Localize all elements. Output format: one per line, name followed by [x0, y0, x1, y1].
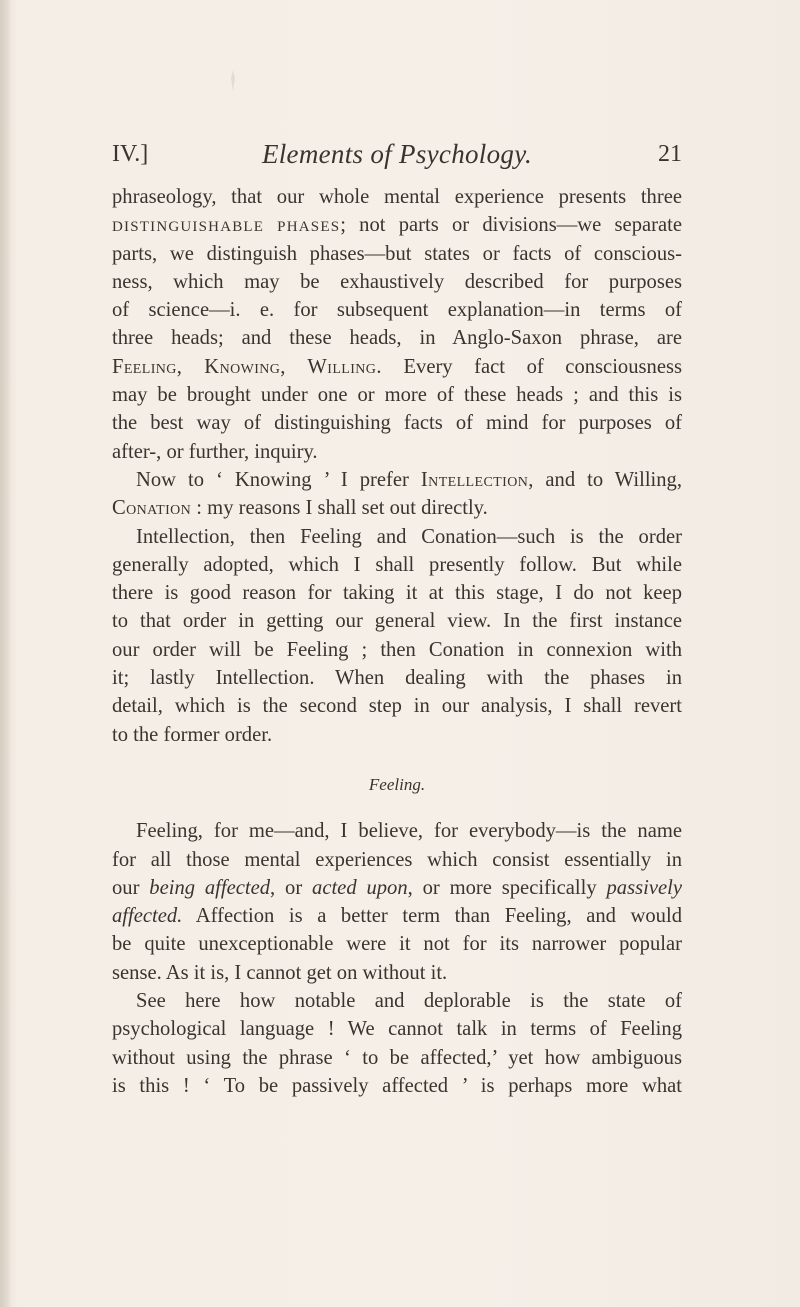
running-title: Elements of Psychology.	[261, 139, 533, 169]
text-line: parts, we distinguish phases—but states or facts of conscious-	[112, 242, 682, 265]
text-line: See here how notable and deplorable is the state of	[136, 990, 682, 1013]
section-gap	[112, 749, 682, 771]
section-heading: Feeling.	[368, 774, 426, 794]
text-line: is this ! ‘ To be passively affected ’ is perhaps more what	[112, 1074, 682, 1097]
text-line: Now to ‘ Knowing ’ I prefer Intellection, and to Willing,	[136, 468, 683, 491]
small-caps-term: DISTINGUISHABLE PHASES	[112, 219, 341, 236]
text-line: three heads; and these heads, in Anglo-Saxon phrase, are	[112, 327, 682, 350]
text-line: psychological language ! We cannot talk in terms of Feeling	[112, 1018, 682, 1041]
text-line: phraseology, that our whole mental experience presents three	[112, 186, 682, 208]
text-line: for all those mental experiences which consist essentially in	[112, 848, 682, 871]
section-gap	[112, 799, 682, 817]
text-line: to the former order.	[112, 723, 273, 746]
text-line: generally adopted, which I shall presently follow. But while	[112, 553, 682, 576]
page-gutter-shadow	[0, 0, 12, 1307]
text-line: sense. As it is, I cannot get on without it.	[112, 961, 448, 984]
text-line: our order will be Feeling ; then Conation in connexion with	[112, 638, 682, 661]
italic-term: affected.	[112, 905, 183, 928]
text-line: affected. Affection is a better term than Feeling, and would	[112, 905, 682, 928]
text-line: there is good reason for taking it at this stage, I do not keep	[112, 582, 682, 605]
chapter-section-number: IV.]	[112, 141, 149, 167]
text-line: our being affected, or acted upon, or more specifically passively	[112, 876, 682, 899]
italic-term: being affected	[149, 876, 271, 899]
running-header	[112, 137, 682, 171]
text-line: Feeling, Knowing, Willing. Every fact of consciousness	[112, 355, 682, 378]
text-line: detail, which is the second step in our analysis, I shall revert	[112, 695, 682, 718]
text-line: be quite unexceptionable were it not for its narrower popular	[112, 933, 682, 956]
text-line: Intellection, then Feeling and Conation—such is the order	[136, 525, 682, 548]
text-line: Feeling, for me—and, I believe, for everybody—is the name	[136, 820, 682, 843]
italic-term: passively	[606, 876, 682, 899]
body-text	[112, 183, 682, 1100]
text-line: DISTINGUISHABLE PHASES; not parts or divisions—we separate	[112, 214, 682, 237]
text-line: it; lastly Intellection. When dealing with the phases in	[112, 667, 682, 690]
text-line: of science—i. e. for subsequent explanation—in terms of	[112, 299, 682, 322]
small-caps-term: Intellection	[420, 468, 529, 491]
small-caps-term: Conation	[112, 497, 192, 520]
text-line: after-, or further, inquiry.	[112, 440, 318, 463]
text-line: the best way of distinguishing facts of mind for purposes of	[112, 412, 682, 435]
text-line: ness, which may be exhaustively described for purposes	[112, 270, 682, 293]
text-line: without using the phrase ‘ to be affected,’ yet how ambiguous	[112, 1046, 682, 1069]
text-line: to that order in getting our general view. In the first instance	[112, 610, 682, 633]
text-line: may be brought under one or more of these heads ; and this is	[112, 384, 682, 407]
page-number: 21	[658, 141, 682, 167]
small-caps-term: Feeling, Knowing, Willing.	[112, 355, 382, 378]
italic-term: acted upon	[312, 876, 408, 899]
text-line: Conation : my reasons I shall set out directly.	[112, 497, 488, 520]
ink-smudge-icon	[228, 70, 238, 92]
